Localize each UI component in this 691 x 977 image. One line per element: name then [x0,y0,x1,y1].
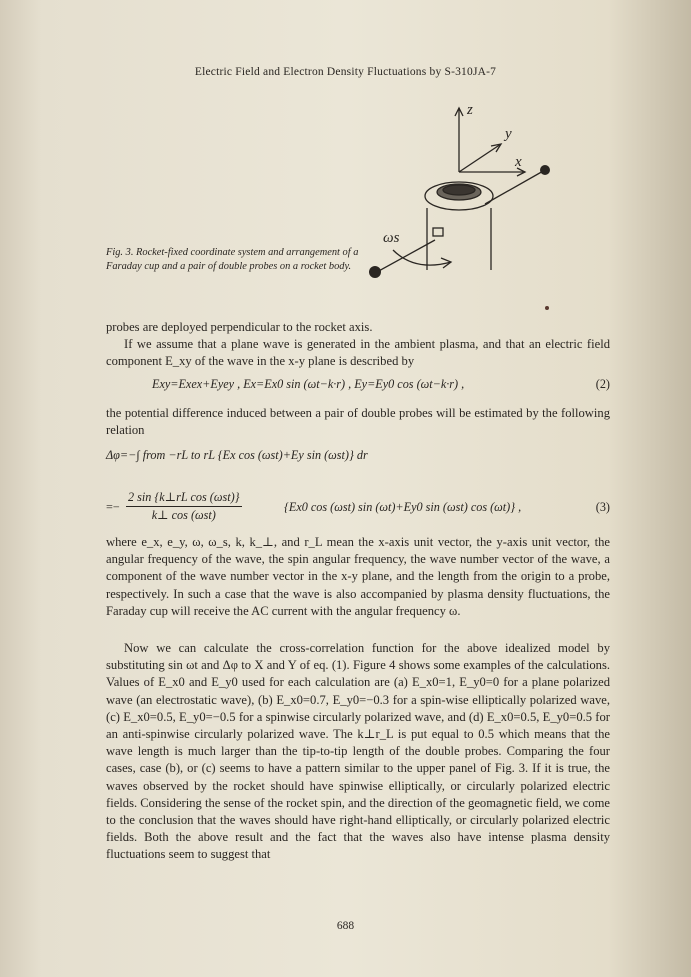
equation-3-rest: {Ex0 cos (ωst) sin (ωt)+Ey0 sin (ωst) cos (ωt)} , [284,500,522,514]
equation-3-line-1: Δφ=−∫ from −rL to rL {Ex cos (ωst)+Ey sin (ωst)} dr [106,448,368,462]
spin-arrow [393,250,451,265]
x-axis-label: x [515,154,522,170]
paragraph-5: Now we can calculate the cross-correlation function for the above idealized model by substituting sin ωt and Δφ to X and Y of eq. (1). Figure 4 shows some examples of the calculations. Values of E_x0 and E_y0 used for each calculation are (a) E_x0=1, E_y0=0 for a plane polarized wave (an electrostatic wave), (b) E_x0=0.7, E_y0=−0.3 for a spin-wise elliptically polarized wave, (c) E_x0=0.5, E_y0=−0.5 for a spinwise circularly polarized wave, and (d) E_x0=0.5, E_y0=0.5 for an anti-spinwise circularly polarized wave. The k⊥r_L is put equal to 0.5 which means that the wave length is much larger than the tip-to-tip length of the double probes. Comparing the four cases, case (b), or (c) seems to have a pattern similar to the upper panel of Fig. 3. If it is true, the waves observed by the rocket should have spinwise elliptically, or circularly polarized electric fields. Considering the sense of the rocket spin, and the direction of the geomagnetic field, we come to the conclusion that the waves should have right-hand elliptically, or circularly polarized electric fields. Both the above result and the fact that the waves also have intense plasma density fluctuations seem to suggest that [106,641,610,862]
paragraph-3: the potential difference induced between a pair of double probes will be estimated by the following relation [106,406,610,438]
spin-label: ωs [383,230,400,246]
paragraph-4: where e_x, e_y, ω, ω_s, k, k_⊥, and r_L mean the x-axis unit vector, the y-axis unit vector, the angular frequency of the wave, the spin angular frequency, the wave number vector of the wave, a component of the wave number vector in the x-y plane, and the length from the origin to a probe, respectively. In such a case that the wave is also accompanied by plasma density fluctuations, the Faraday cup will receive the AC current with the angular frequency ω. [106,535,610,618]
z-axis-label: z [467,102,473,118]
probe-mount [433,228,443,236]
paragraph-1: probes are deployed perpendicular to the rocket axis. [106,320,373,334]
figure-caption-label: Fig. 3. [106,247,134,258]
equation-2-body: Exy=Exex+Eyey , Ex=Ex0 sin (ωt−k·r) , Ey=Ey0 cos (ωt−k·r) , [152,377,465,391]
y-axis-line [459,144,501,172]
figure-caption [106,246,366,274]
figure-rocket-diagram [355,100,575,300]
page-number: 688 [336,920,355,932]
probe-ball-left [369,266,381,278]
running-head: Electric Field and Electron Density Fluctuations by S-310JA-7 [194,66,497,78]
probe-ball-right [540,165,550,175]
equation-2-number: (2) [595,377,610,391]
equation-3-denominator: k⊥ cos (ωst) [151,508,216,522]
figure-caption-text: Rocket-fixed coordinate system and arrangement of a Faraday cup and a pair of double probes on a rocket body. [106,247,359,272]
equation-3-fraction [126,490,242,523]
probe-wire-right [485,170,545,204]
stray-mark [545,306,549,310]
equation-3-number: (3) [595,500,610,514]
paragraph-2: If we assume that a plane wave is generated in the ambient plasma, and that an electric field component E_xy of the wave in the x-y plane is described by [106,337,610,369]
equation-3-numerator: 2 sin {k⊥rL cos (ωst)} [126,490,242,507]
paper-page: Electric Field and Electron Density Fluctuations by S-310JA-7 z y x ωs Fig. 3. Rocket-fixed coordinate system and arrangement of a Faraday cup and a pair of double probes on a rocket body. probes are deployed perpendicular to the rocket axis. If we assume that a plane wave is generated in the ambient plasma, and that an electric field component E_xy of the wave in the x-y plane is described by Exy=Exex+Eyey , Ex=Ex0 sin (ωt−k·r) , Ey=Ey0 cos (ωt−k·r) , (2) the potential difference induced between a pair of double probes will be estimated by the following relation Δφ=−∫ from −rL to rL {Ex cos (ωst)+Ey sin (ωst)} dr =− 2 sin {k⊥rL cos (ωst)} k⊥ cos (ωst) {Ex0 cos (ωst) sin (ωt)+Ey0 sin (ωst) cos (ωt)} , (3) where e_x, e_y, ω, ω_s, k, k_⊥, and r_L mean the x-axis unit vector, the y-axis unit vector, the angular frequency of the wave, the spin angular frequency, the wave number vector of the wave, a component of the wave number vector in the x-y plane, and the length from the origin to a probe, respectively. In such a case that the wave is also accompanied by plasma density fluctuations, the Faraday cup will receive the AC current with the angular frequency ω. Now we can calculate the cross-correlation function for the above idealized model by substituting sin ωt and Δφ to X and Y of eq. (1). Figure 4 shows some examples of the calculations. Values of E_x0 and E_y0 used for each calculation are (a) E_x0=1, E_y0=0 for a plane polarized wave (an electrostatic wave), (b) E_x0=0.7, E_y0=−0.3 for a spin-wise elliptically polarized wave, (c) E_x0=0.5, E_y0=−0.5 for a spinwise circularly polarized wave, and (d) E_x0=0.5, E_y0=0.5 for an anti-spinwise circularly polarized wave. The k⊥r_L is put equal to 0.5 which means that the wave length is much larger than the tip-to-tip length of the double probes. Comparing the four cases, case (b), or (c) seems to have a pattern similar to the upper panel of Fig. 3. If it is true, the waves observed by the rocket should have spinwise elliptically, or circularly polarized electric fields. Considering the sense of the rocket spin, and the direction of the geomagnetic field, we come to the conclusion that the waves should have right-hand elliptically, or circularly polarized electric fields. Both the above result and the fact that the waves also have intense plasma density fluctuations seem to suggest that 688 [0,0,691,977]
equation-2 [106,377,610,397]
y-axis-label: y [505,126,512,142]
